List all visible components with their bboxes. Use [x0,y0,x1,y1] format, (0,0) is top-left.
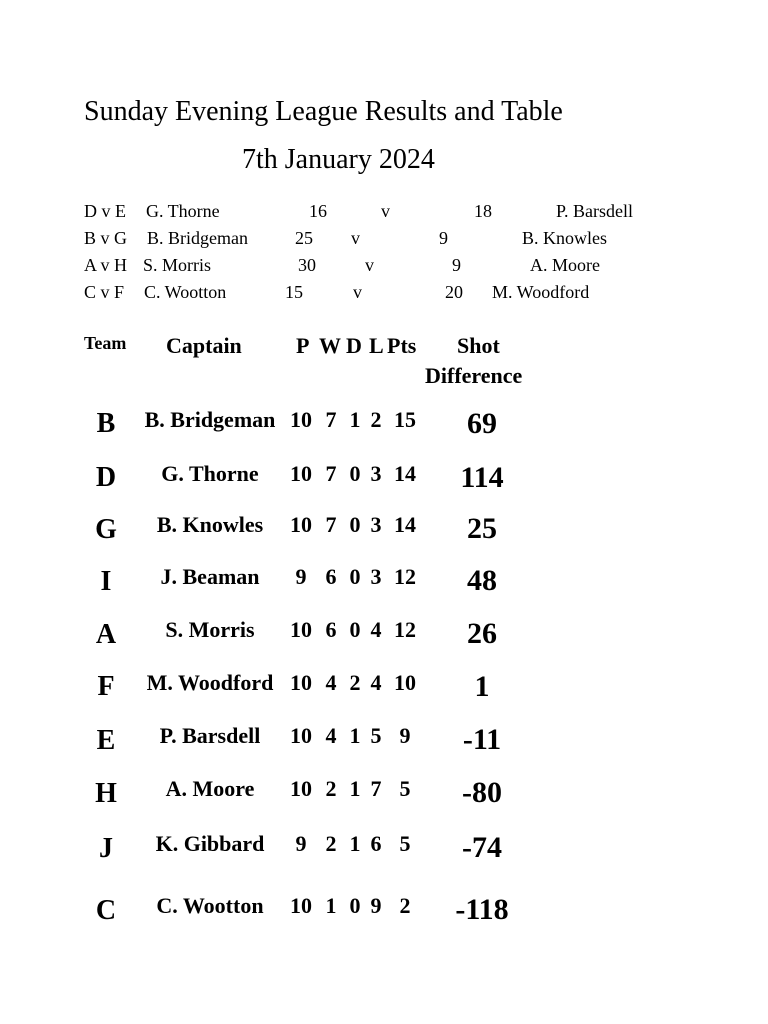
result-home-captain: C. Wootton [144,282,227,302]
team-drawn: 1 [349,407,361,432]
team-shot-difference: -118 [455,893,509,926]
team-played: 10 [290,407,312,432]
result-away-captain: B. Knowles [522,228,607,248]
header-team: Team [84,333,127,353]
team-letter: J [99,833,113,864]
result-away-captain: A. Moore [530,255,600,275]
result-fixture: A v H [84,255,128,275]
team-points: 2 [399,893,411,918]
result-fixture: B v G [84,228,128,248]
team-played: 9 [295,564,307,589]
team-drawn: 0 [349,461,361,486]
team-won: 2 [325,776,337,801]
team-shot-difference: 69 [467,407,497,440]
page-title: Sunday Evening League Results and Table [84,96,563,127]
header-drawn: D [346,333,362,358]
team-captain: M. Woodford [146,670,274,695]
team-shot-difference: 25 [467,512,497,545]
team-won: 7 [325,407,337,432]
result-versus: v [381,201,390,221]
team-shot-difference: 48 [467,564,497,597]
team-captain: P. Barsdell [159,723,261,748]
team-captain: K. Gibbard [155,831,265,856]
result-versus: v [353,282,362,302]
team-played: 10 [290,461,312,486]
team-captain: G. Thorne [161,461,259,486]
result-away-score: 20 [445,282,463,302]
team-lost: 3 [370,512,382,537]
team-drawn: 0 [349,893,361,918]
team-letter: I [100,566,112,597]
team-captain: C. Wootton [156,893,264,918]
result-away-score: 9 [439,228,448,248]
header-won: W [319,333,341,358]
team-captain: S. Morris [165,617,255,642]
team-points: 12 [394,564,416,589]
team-letter: B [96,408,116,439]
team-captain: B. Bridgeman [144,407,276,432]
result-home-score: 16 [309,201,327,221]
header-shot: Shot [457,333,500,358]
team-points: 9 [399,723,411,748]
team-lost: 4 [370,670,382,695]
team-lost: 3 [370,564,382,589]
team-drawn: 1 [349,723,361,748]
team-played: 10 [290,776,312,801]
team-won: 7 [325,461,337,486]
result-home-captain: G. Thorne [146,201,220,221]
team-played: 9 [295,831,307,856]
result-versus: v [351,228,360,248]
team-points: 5 [399,831,411,856]
result-fixture: C v F [84,282,125,302]
team-letter: A [95,619,117,650]
team-drawn: 1 [349,831,361,856]
team-lost: 3 [370,461,382,486]
header-played: P [296,333,310,358]
page-date: 7th January 2024 [242,144,435,175]
result-away-score: 9 [452,255,461,275]
team-letter: D [95,462,117,493]
team-won: 2 [325,831,337,856]
team-drawn: 0 [349,512,361,537]
team-won: 1 [325,893,337,918]
team-letter: G [95,514,117,545]
team-letter: E [96,725,116,756]
team-points: 14 [394,461,416,486]
result-home-score: 30 [298,255,316,275]
result-versus: v [365,255,374,275]
header-points: Pts [387,333,417,358]
team-lost: 5 [370,723,382,748]
result-away-score: 18 [474,201,492,221]
team-captain: B. Knowles [156,512,264,537]
team-shot-difference: 114 [460,461,504,494]
team-letter: C [95,895,117,926]
header-difference: Difference [425,363,523,388]
header-lost: L [369,333,384,358]
team-points: 15 [394,407,416,432]
result-home-score: 25 [295,228,313,248]
team-lost: 7 [370,776,382,801]
result-away-captain: P. Barsdell [556,201,634,221]
team-shot-difference: -80 [462,776,502,809]
header-captain: Captain [166,333,242,358]
result-home-captain: B. Bridgeman [147,228,248,248]
team-won: 6 [325,617,337,642]
team-shot-difference: 26 [467,617,497,650]
result-home-captain: S. Morris [143,255,212,275]
team-captain: J. Beaman [160,564,260,589]
team-played: 10 [290,512,312,537]
result-fixture: D v E [84,201,126,221]
result-away-captain: M. Woodford [492,282,590,302]
team-lost: 2 [370,407,382,432]
team-drawn: 2 [349,670,361,695]
team-drawn: 0 [349,564,361,589]
team-letter: F [97,671,115,702]
team-points: 10 [394,670,416,695]
team-won: 4 [325,723,337,748]
team-lost: 9 [370,893,382,918]
team-played: 10 [290,670,312,695]
team-shot-difference: -11 [462,723,502,756]
team-points: 5 [399,776,411,801]
team-lost: 4 [370,617,382,642]
team-won: 4 [325,670,337,695]
team-drawn: 1 [349,776,361,801]
team-shot-difference: 1 [474,670,490,703]
team-played: 10 [290,723,312,748]
team-points: 14 [394,512,416,537]
result-home-score: 15 [285,282,303,302]
team-points: 12 [394,617,416,642]
team-letter: H [95,778,117,809]
team-won: 6 [325,564,337,589]
team-played: 10 [290,893,312,918]
team-shot-difference: -74 [462,831,502,864]
team-won: 7 [325,512,337,537]
team-played: 10 [290,617,312,642]
team-captain: A. Moore [165,776,255,801]
team-drawn: 0 [349,617,361,642]
team-lost: 6 [370,831,382,856]
